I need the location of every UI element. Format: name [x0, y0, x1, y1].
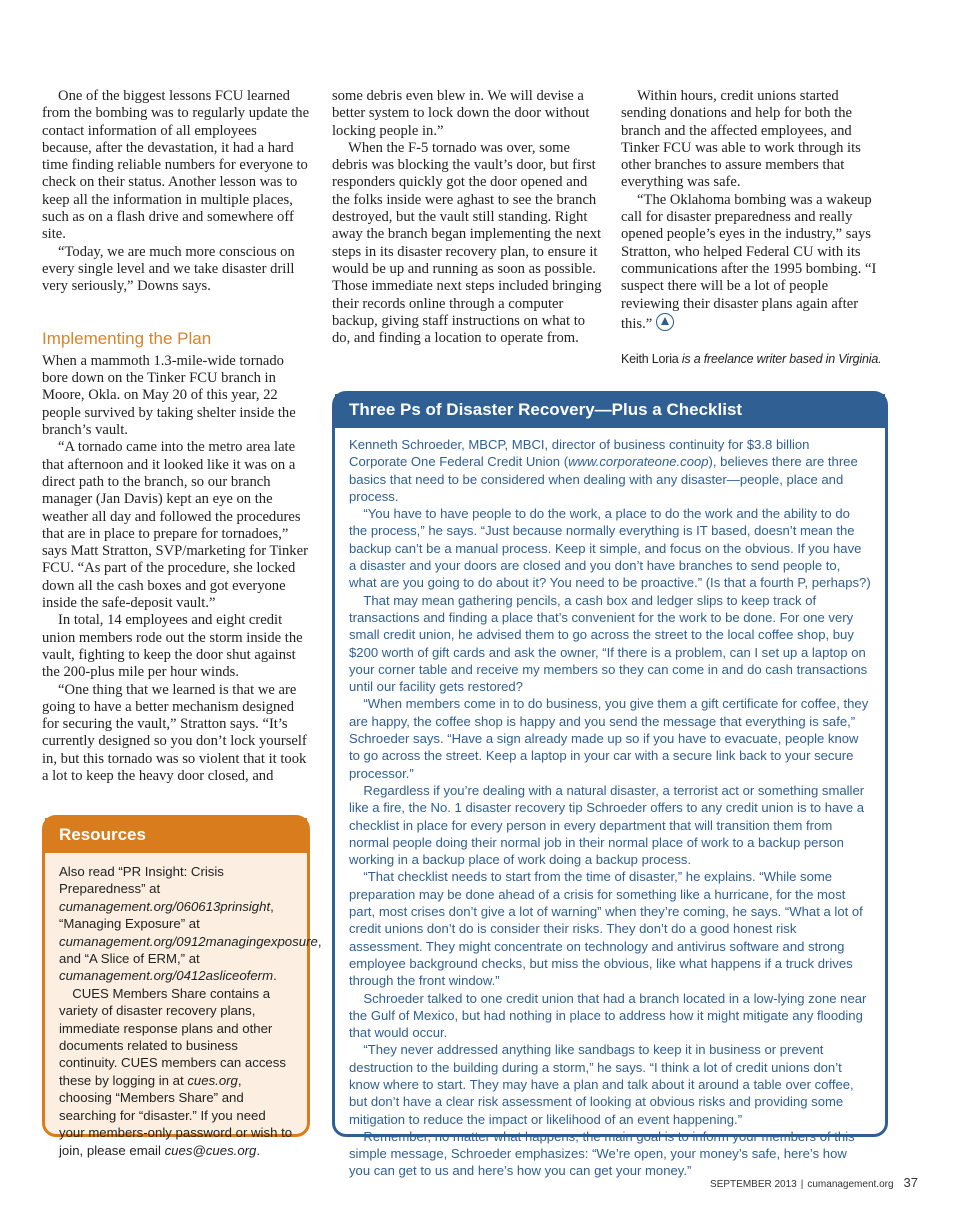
paragraph: When a mammoth 1.3-mile-wide tornado bore down on the Tinker FCU branch in Moore, Okla. on May 20 of this year, 22 people survived by taking shelter inside the branch’s vault.	[42, 352, 296, 439]
text: CUES Members Share contains a variety of disaster recovery plans, immediate response plans and other documents related to business continuity. CUES members can access these by logging in at	[59, 985, 286, 1088]
author-bio: is a freelance writer based in Virginia.	[678, 352, 882, 367]
text: , and “A Slice of ERM,” at	[59, 933, 322, 967]
sidebar-body	[335, 428, 885, 1180]
end-of-article-icon	[656, 313, 674, 331]
section-heading: Implementing the Plan	[42, 328, 212, 348]
sidebar-paragraph	[349, 436, 871, 505]
resources-title: Resources	[45, 818, 307, 853]
paragraph: “A tornado came into the metro area late that afternoon and it looked like it was on a direct path to the branch, so our branch manager (Jan Davis) kept an eye on the weather all day and followed the procedures that are in place to prepare for tornadoes,” says Matt Stratton, SVP/marketing for Tinker FCU. “As part of the procedure, she locked down all the cash boxes and got everyone inside the safe-deposit vault.”	[42, 439, 308, 612]
sidebar-paragraph: Regardless if you’re dealing with a natural disaster, a terrorist act or something smaller like a fire, the No. 1 disaster recovery tip Schroeder offers to any credit union is to have a checklist in place for every person in every department that will transition them from normal people doing their normal job in their normal place of work to a backup person working in a backup place of work doing a backup process.	[349, 782, 865, 868]
page-number: 37	[903, 1175, 918, 1190]
sidebar-title: Three Ps of Disaster Recovery—Plus a Checklist	[335, 394, 885, 428]
text: , choosing “Members Share” and searching for “disaster.” If you need your members-only password or wish to join, please email	[59, 1072, 293, 1158]
sidebar-link[interactable]: www.corporateone.coop	[568, 454, 709, 470]
article-column-3	[621, 88, 883, 368]
three-ps-sidebar	[332, 391, 888, 1179]
paragraph-text: “The Oklahoma bombing was a wakeup call for disaster preparedness and really opened people’s eyes in the industry,” says Stratton, who helped Federal CU with its communications after the 1995 bombing. “I suspect there will be a lot of people reviewing their disaster plans again after this.”	[621, 191, 877, 332]
text: , “Managing Exposure” at	[59, 898, 274, 932]
paragraph: “Today, we are much more conscious on every single level and we take disaster drill very seriously,” Downs says.	[42, 243, 295, 295]
text: Also read “PR Insight: Crisis Preparedness” at	[59, 864, 224, 897]
sidebar-paragraph: That may mean gathering pencils, a cash box and ledger slips to keep track of transactions and finding a place that’s convenient for the work to be done. For one very small credit union, he advised them to go across the street to the local coffee shop, buy $200 worth of gift cards and ask the owner, “If there is a problem, can I set up a laptop on your corner table and receive my members so they can come in and do cash transactions until our facility gets restored?	[349, 592, 868, 695]
sidebar-paragraph: “When members come in to do business, you give them a gift certificate for coffee, they are happy, the coffee shop is happy and you send the message that everything is safe,” Schroeder says. “Have a sign already made up so if you have to evacuate, people know to go across the street. Keep a laptop in your car with a secure link back to your secure processor.”	[349, 696, 869, 781]
resources-paragraph	[59, 985, 295, 1159]
article-column-1	[42, 88, 310, 785]
author-byline	[621, 351, 883, 368]
sidebar-paragraph: “They never addressed anything like sandbags to keep it in business or prevent destruction to the building during a storm,” he says. “I think a lot of credit unions don’t know where to start. They may have a plan and talk about it around a table over coffee, but don’t have a clear risk assessment of looking at obvious risks and providing some mitigation to reduce the impact or likelihood of an event happening.”	[349, 1042, 854, 1127]
paragraph: One of the biggest lessons FCU learned from the bombing was to regularly update the contact information of all employees because, after the devastation, it had a hard time finding reliable numbers for everyone to check on their status. Another lesson was to keep all the information in multiple places, such as on a flash drive and somewhere off site.	[42, 88, 310, 243]
sidebar-paragraph: Remember, no matter what happens, the main goal is to inform your members of this simple message, Schroeder emphasizes: “We’re open, your money’s safe, here’s how you can get to us and here’s how you can get your money.”	[349, 1128, 855, 1179]
resources-body	[45, 853, 322, 1159]
resources-box	[42, 815, 322, 1158]
paragraph	[621, 192, 883, 333]
paragraph: In total, 14 employees and eight credit union members rode out the storm inside the vault, fighting to keep the door shut against the 200-plus mile per hour winds.	[42, 612, 303, 681]
resource-link[interactable]: cumanagement.org/060613prinsight	[59, 898, 271, 914]
footer-separator: |	[800, 1179, 804, 1190]
article-column-2	[332, 88, 602, 347]
text: .	[256, 1142, 261, 1158]
text: .	[273, 968, 277, 984]
author-name: Keith Loria	[621, 352, 679, 367]
resource-link[interactable]: cumanagement.org/0912managingexposure	[59, 933, 318, 949]
paragraph: “One thing that we learned is that we are going to have a better mechanism designed for securing the vault,” Stratton says. “It’s currently designed so you don’t lock yourself in, but this tornado was so violent that it took a lot to keep the heavy door closed, and	[42, 681, 307, 784]
resource-link[interactable]: cues.org	[187, 1072, 238, 1088]
sidebar-paragraph: “That checklist needs to start from the time of disaster,” he explains. “While some preparation may be done ahead of a crisis for something like a hurricane, for the most part, most crises don’t give a lot of warning” when they’re coming, he says. “What a lot of credit unions don’t do is consider their risks. They don’t do a good honest risk assessment. They might concentrate on technology and antivirus software and strong employee background checks, but miss the obvious, like what happens if a truck drives through the front window.”	[349, 869, 863, 989]
resource-link[interactable]: cumanagement.org/0412asliceoferm	[59, 968, 274, 984]
site-link[interactable]: cumanagement.org	[807, 1179, 894, 1190]
sidebar-paragraph: Schroeder talked to one credit union that had a branch located in a low-lying zone near the Gulf of Mexico, but had nothing in place to address how it might mitigate any flooding that would occur.	[349, 990, 867, 1041]
resources-paragraph	[59, 863, 322, 985]
paragraph: When the F-5 tornado was over, some debris was blocking the vault’s door, but first responders quickly got the door opened and the folks inside were aghast to see the branch destroyed, but the vault still standing. Right away the branch began implementing the next steps in its disaster recovery plan, to ensure it would be up and running as soon as possible. Those immediate next steps included bringing their records online through a computer backup, giving staff instructions on what to do, and finding a location to operate from.	[332, 139, 602, 347]
paragraph: Within hours, credit unions started sending donations and help for both the branch and the affected employees, and Tinker FCU was able to work through its other branches to assure members that everything was safe.	[621, 88, 861, 191]
sidebar-paragraph: “You have to have people to do the work, a place to do the work and the ability to do the process,” he says. “Just because normally everything is IT based, doesn’t mean the backup can’t be a manual process. Keep it simple, and focus on the obvious. If you have a disaster and your doors are closed and you don’t have branches to send people to, what are you going to do about it? You need to be proactive.” (Is that a fourth P, perhaps?)	[349, 506, 871, 591]
issue-date: SEPTEMBER 2013	[710, 1179, 797, 1190]
page-footer	[710, 1175, 918, 1190]
paragraph: some debris even blew in. We will devise a better system to lock down the door without locking people in.”	[332, 88, 590, 139]
email-link[interactable]: cues@cues.org	[164, 1142, 257, 1158]
text: ), believes there are three basics that need to be considered when dealing with any disaster—people, place and process.	[349, 454, 858, 504]
text: Kenneth Schroeder, MBCP, MBCI, director of business continuity for $3.8 billion Corporate One Federal Credit Union (	[349, 437, 810, 470]
